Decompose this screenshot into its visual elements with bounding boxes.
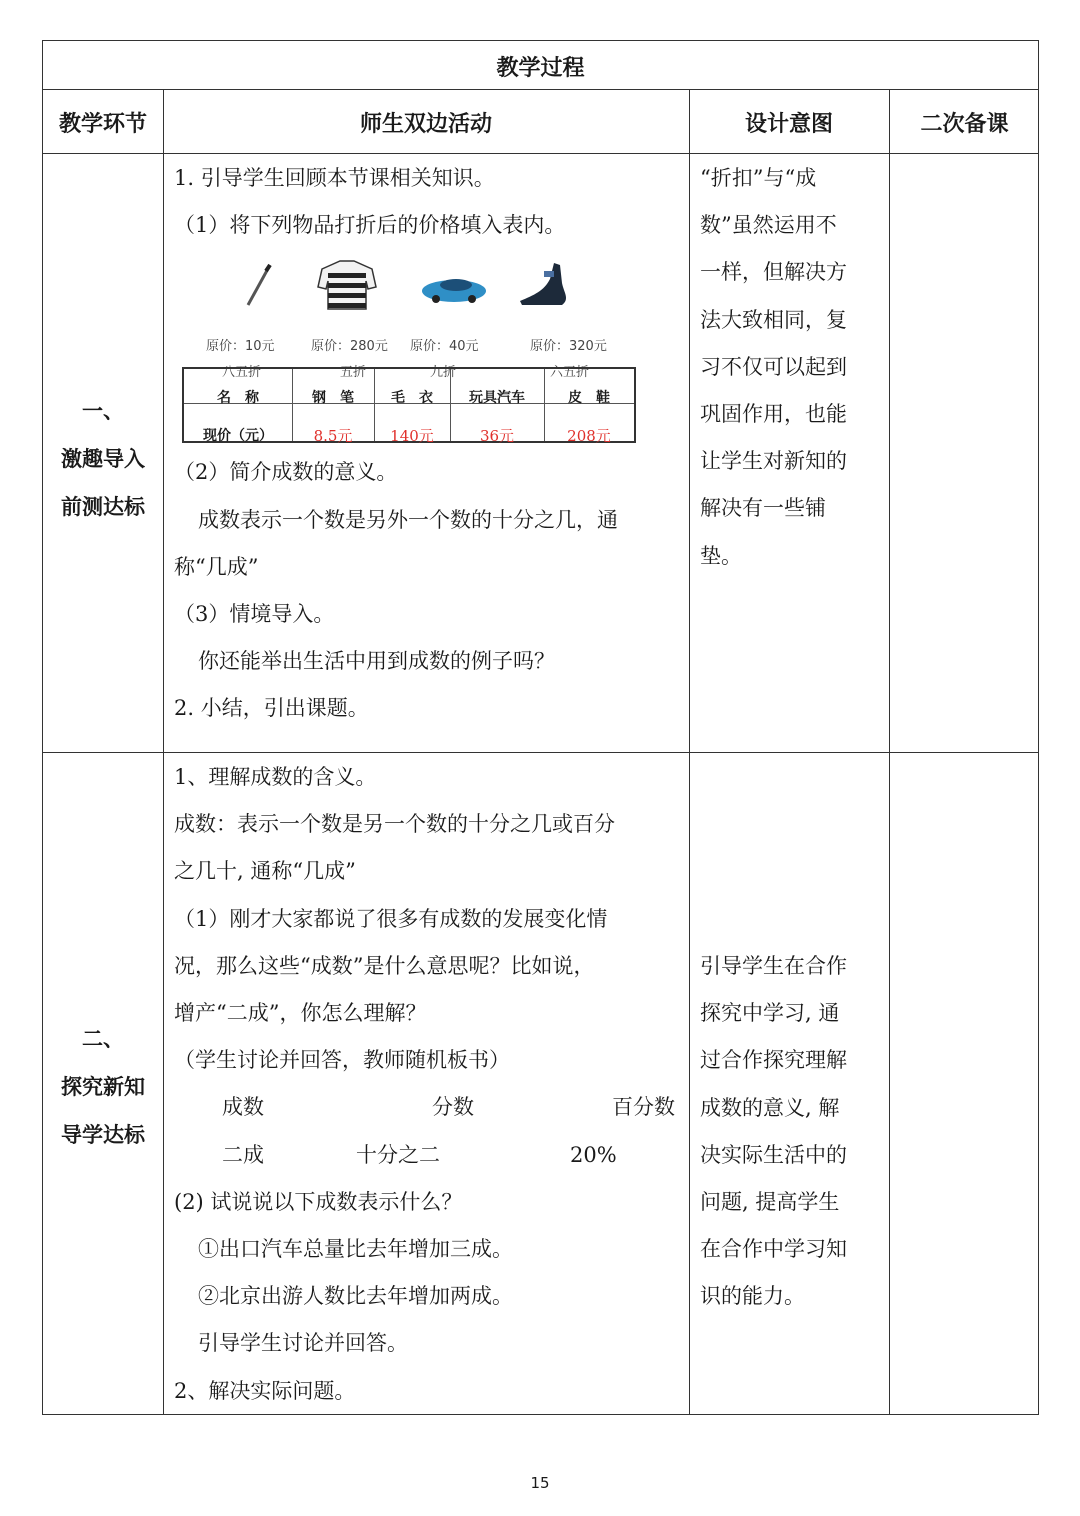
compare-value: 二成 <box>222 1142 264 1167</box>
sweater-icon <box>318 261 376 309</box>
activity-line: (2) 试说说以下成数表示什么？ <box>174 1189 463 1214</box>
activity-line: （1）刚才大家都说了很多有成数的发展变化情 <box>174 906 608 931</box>
section2-num: 二、 <box>82 1027 124 1051</box>
page-number: 15 <box>530 1474 550 1492</box>
col-divider <box>689 89 690 1414</box>
price-table-header: 钢 笔 <box>312 390 354 407</box>
activity-line: （3）情境导入。 <box>174 602 335 627</box>
col-divider <box>163 89 164 1414</box>
intent-line: 一样，但解决方 <box>700 260 847 285</box>
discount-label: 五折 <box>340 365 367 381</box>
price-value: 208元 <box>567 427 611 446</box>
compare-value-row <box>174 1132 684 1179</box>
activity-line: 称“几成” <box>174 554 259 579</box>
price-table-header: 毛 衣 <box>391 390 433 407</box>
activity-line: ①出口汽车总量比去年增加三成。 <box>198 1237 513 1262</box>
intent-line: “折扣”与“成 <box>700 166 817 190</box>
intent-line: 探究中学习, 通 <box>700 1001 840 1026</box>
activity-line: 1. 引导学生回顾本节课相关知识。 <box>174 166 495 190</box>
orig-price: 原价：10元 <box>206 339 275 355</box>
intent-line: 决实际生活中的 <box>700 1142 847 1167</box>
intent-line: 习不仅可以起到 <box>700 354 847 379</box>
price-value: 36元 <box>479 427 515 446</box>
compare-header: 百分数 <box>612 1095 675 1120</box>
price-value: 140元 <box>390 427 434 446</box>
lesson-table <box>42 40 1039 1415</box>
intent-line: 成数的意义, 解 <box>700 1095 840 1120</box>
section2-line1: 探究新知 <box>61 1075 145 1099</box>
intent-line: 法大致相同，复 <box>700 307 847 332</box>
price-row-label: 现价（元） <box>203 428 273 445</box>
header-intent: 设计意图 <box>744 112 833 137</box>
compare-header-row <box>174 1084 684 1131</box>
intent-line: 解决有一些铺 <box>700 496 826 521</box>
activity-line: 2、解决实际问题。 <box>174 1378 356 1403</box>
price-table-header: 名 称 <box>217 390 259 407</box>
col-divider <box>889 89 890 1414</box>
discount-label: 八五折 <box>222 365 262 381</box>
section1-num: 一、 <box>82 399 124 423</box>
section2-intent <box>700 943 880 1321</box>
header-revision: 二次备课 <box>920 112 1009 137</box>
intent-line: 垫。 <box>700 543 742 568</box>
section2-label <box>43 1015 163 1159</box>
intent-line: 引导学生在合作 <box>700 954 847 978</box>
activity-line: 成数：表示一个数是另一个数的十分之几或百分 <box>174 812 615 837</box>
intent-line: 过合作探究理解 <box>700 1048 847 1073</box>
activity-line: 况，那么这些“成数”是什么意思呢？比如说， <box>174 953 595 978</box>
activity-line: 引导学生讨论并回答。 <box>198 1331 408 1356</box>
intent-line: 数”虽然运用不 <box>700 213 837 238</box>
intent-line: 巩固作用，也能 <box>700 402 847 427</box>
intent-line: 让学生对新知的 <box>700 449 847 474</box>
compare-value: 十分之二 <box>356 1142 440 1167</box>
activity-line: （学生讨论并回答，教师随机板书） <box>174 1048 510 1073</box>
discount-label: 六五折 <box>550 365 590 381</box>
section2-activities <box>174 754 684 1415</box>
activity-line: （1）将下列物品打折后的价格填入表内。 <box>174 213 566 238</box>
product-images <box>204 253 634 317</box>
discount-figure <box>178 253 684 446</box>
price-table <box>182 367 636 446</box>
price-table-header: 玩具汽车 <box>469 390 525 407</box>
activity-line: 成数表示一个数是另外一个数的十分之几，通 <box>198 507 618 532</box>
shoe-icon <box>520 263 566 305</box>
activity-line: （2）简介成数的意义。 <box>174 460 398 485</box>
table-title: 教学过程 <box>496 56 585 81</box>
header-activity: 师生双边活动 <box>359 112 492 137</box>
activity-line: 你还能举出生活中用到成数的例子吗？ <box>198 649 555 674</box>
section2-line2: 导学达标 <box>61 1123 145 1147</box>
activity-line: 1、理解成数的含义。 <box>174 765 377 789</box>
orig-price: 原价：40元 <box>410 339 479 355</box>
intent-line: 识的能力。 <box>700 1284 805 1309</box>
orig-price: 原价：320元 <box>530 339 607 355</box>
header-stage: 教学环节 <box>58 112 147 137</box>
compare-header: 成数 <box>222 1095 264 1120</box>
compare-value: 20% <box>570 1142 617 1167</box>
intent-line: 在合作中学习知 <box>700 1237 847 1262</box>
discount-label: 九折 <box>430 365 457 381</box>
activity-line: ②北京出游人数比去年增加两成。 <box>198 1284 513 1309</box>
pen-icon <box>248 265 270 305</box>
orig-price: 原价：280元 <box>311 339 388 355</box>
toy-car-icon <box>422 279 486 303</box>
activity-line: 之几十, 通称“几成” <box>174 859 356 884</box>
section1-intent <box>700 155 880 580</box>
section1-line2: 前测达标 <box>61 495 145 519</box>
activity-line: 2. 小结，引出课题。 <box>174 696 369 721</box>
intent-line: 问题, 提高学生 <box>700 1190 840 1215</box>
activity-line: 增产“二成”，你怎么理解？ <box>174 1001 427 1026</box>
section1-line1: 激趣导入 <box>61 447 145 471</box>
price-value: 8.5元 <box>313 427 353 446</box>
section1-label <box>43 387 163 531</box>
section1-activities <box>174 155 684 733</box>
compare-header: 分数 <box>432 1095 474 1120</box>
price-table-header: 皮 鞋 <box>568 390 610 407</box>
